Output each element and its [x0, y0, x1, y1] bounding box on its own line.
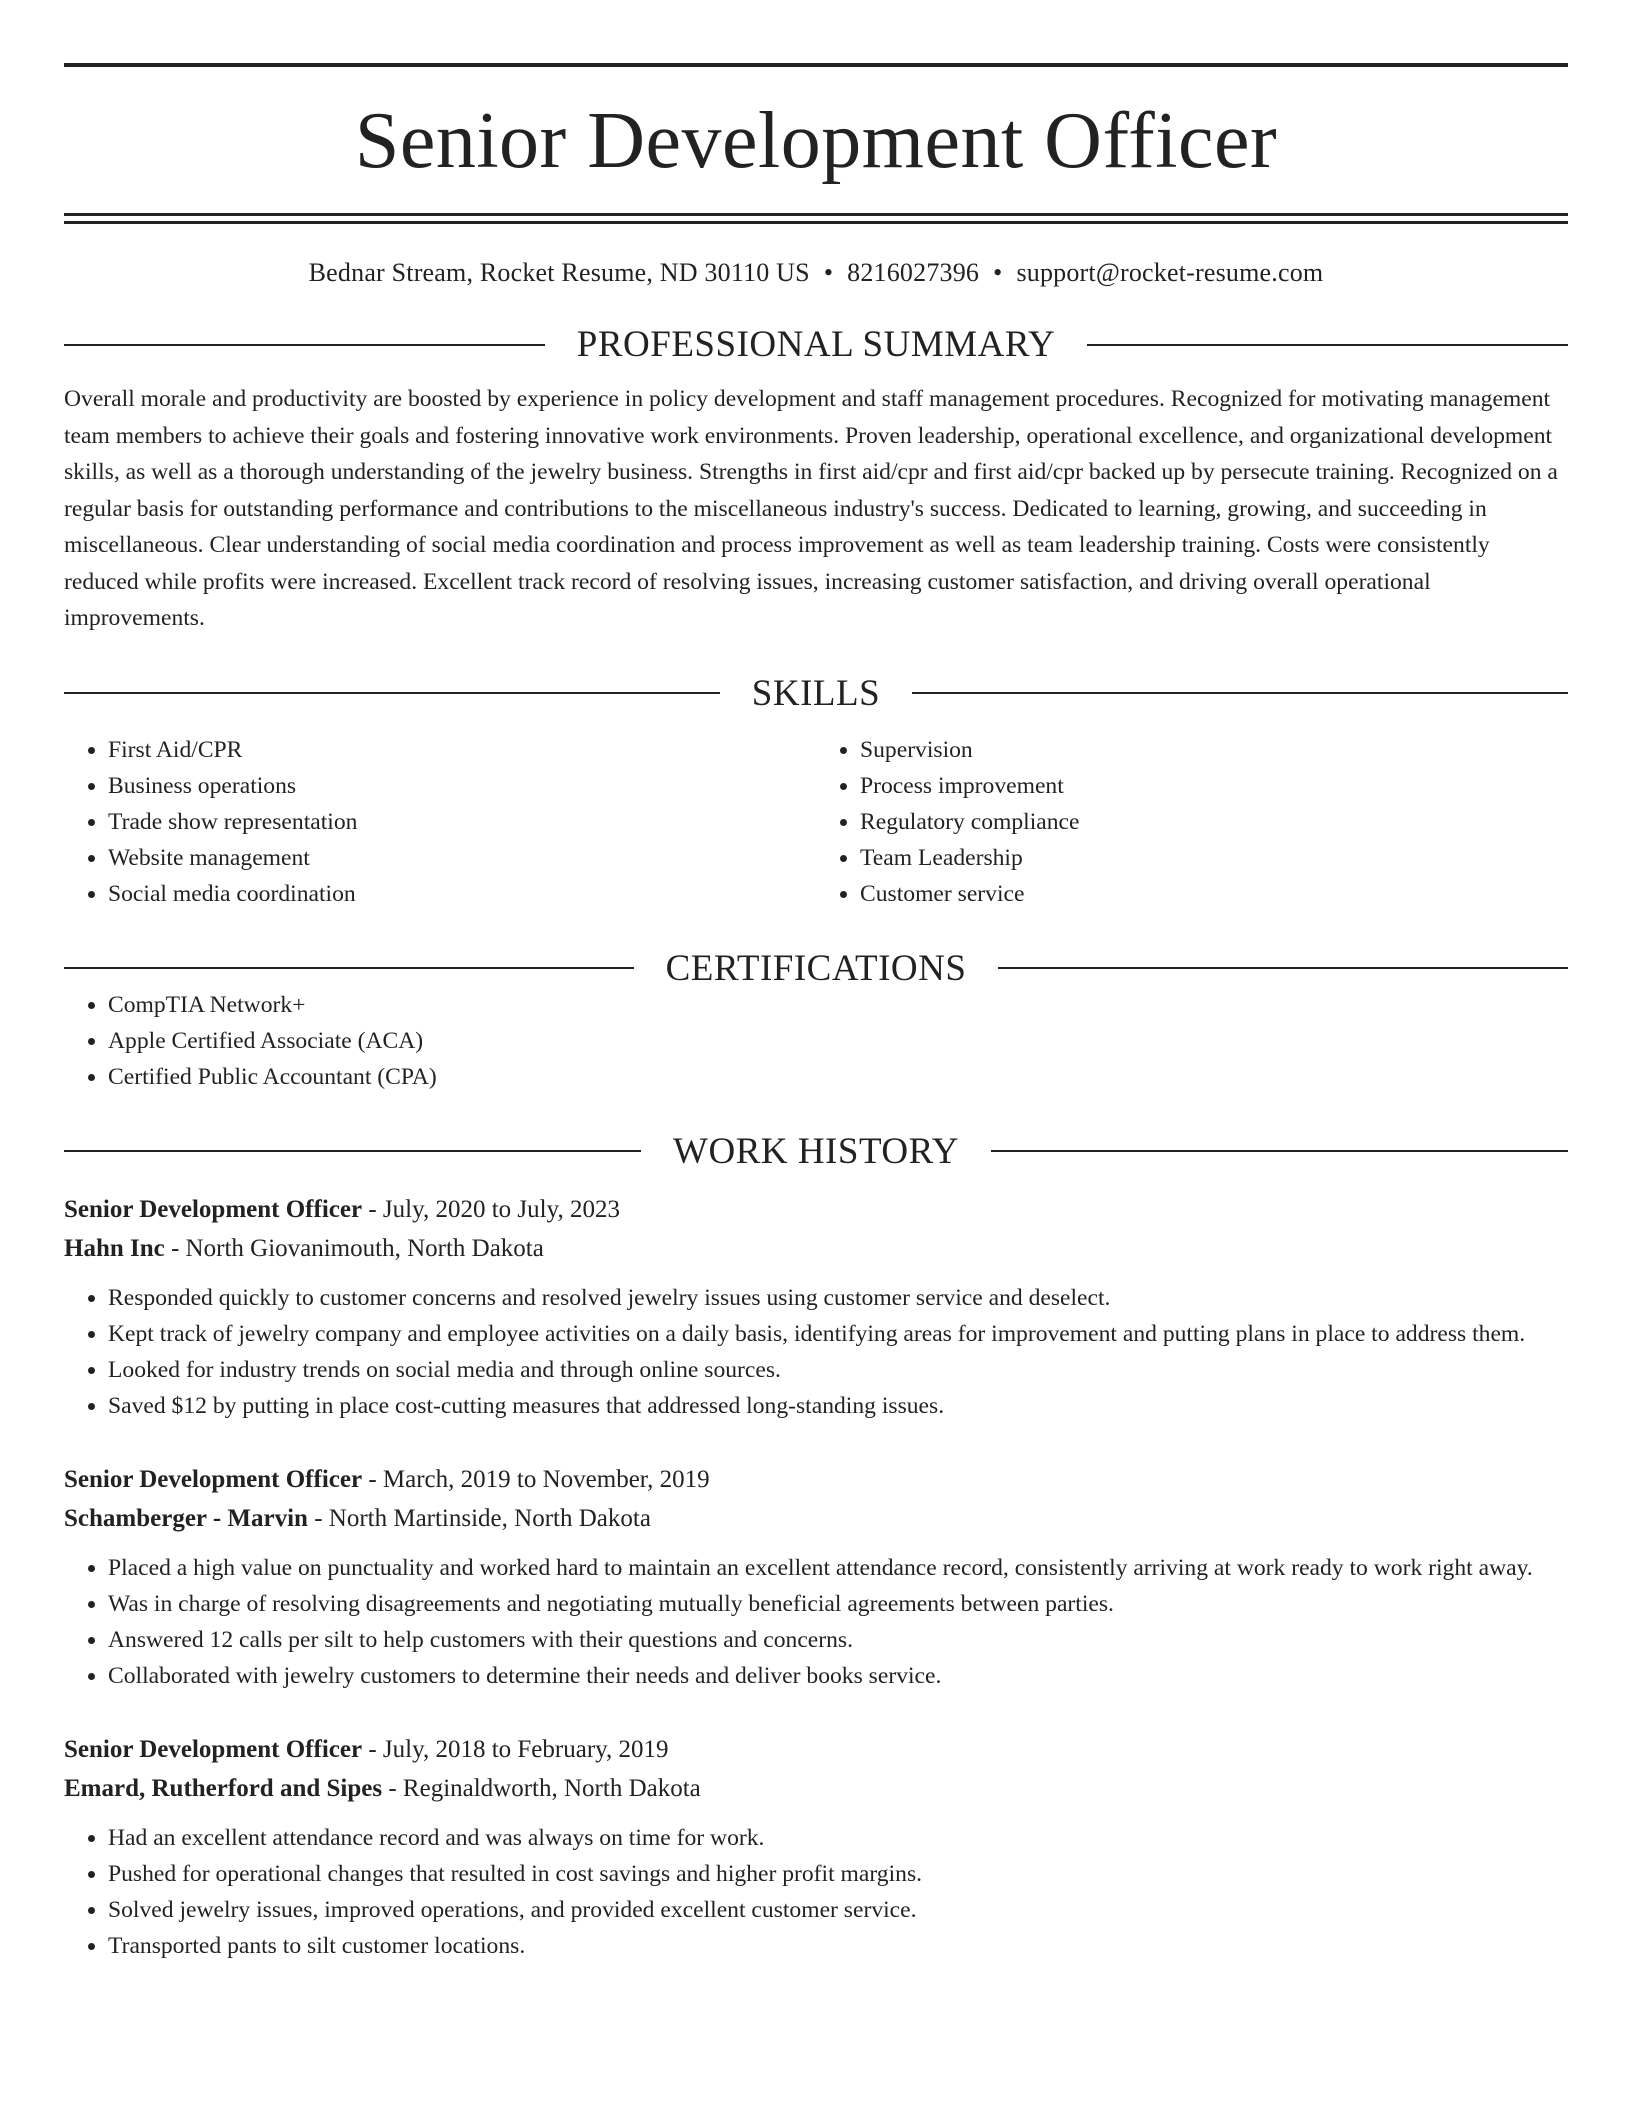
contact-separator: •: [823, 258, 834, 287]
job-bullet: • Collaborated with jewelry customers to determine their needs and deliver books service.: [108, 1658, 1568, 1694]
divider-line: [64, 344, 545, 346]
divider-line: [64, 1150, 641, 1152]
page-title: Senior Development Officer: [354, 97, 1278, 185]
job-entry: [64, 1460, 1568, 1694]
job-company: Hahn Inc: [64, 1234, 165, 1262]
job-title-line: [64, 1460, 1568, 1499]
skill-item: • Trade show representation: [108, 804, 816, 840]
summary-heading: PROFESSIONAL SUMMARY: [576, 324, 1056, 365]
job-bullets: [64, 1280, 1568, 1424]
skill-item: • Supervision: [860, 732, 1568, 768]
certification-item: • Apple Certified Associate (ACA): [108, 1023, 1568, 1059]
job-company: Emard, Rutherford and Sipes: [64, 1774, 383, 1802]
contact-line: [64, 258, 1568, 288]
contact-email[interactable]: support@rocket-resume.com: [1016, 258, 1324, 287]
job-bullets: [64, 1820, 1568, 1964]
divider-line: [912, 692, 1568, 694]
certification-item: • CompTIA Network+: [108, 987, 1568, 1023]
job-location: - North Giovanimouth, North Dakota: [164, 1234, 544, 1262]
certifications-heading: CERTIFICATIONS: [665, 947, 967, 989]
job-title-line: [64, 1730, 1568, 1769]
divider-line: [998, 967, 1568, 969]
job-bullet: • Responded quickly to customer concerns and resolved jewelry issues using customer service and deselect.: [108, 1280, 1568, 1316]
job-entry: [64, 1730, 1568, 1964]
skills-section-header: [64, 672, 1568, 714]
skills-column-right: [816, 732, 1568, 912]
job-dates: - July, 2018 to February, 2019: [362, 1735, 669, 1763]
title-double-rule: [64, 213, 1568, 224]
job-bullet: • Placed a high value on punctuality and worked hard to maintain an excellent attendance record, consistently arriving at work ready to work right away.: [108, 1550, 1568, 1586]
summary-section-header: [64, 326, 1568, 363]
job-bullet: • Saved $12 by putting in place cost-cutting measures that addressed long-standing issues.: [108, 1388, 1568, 1424]
skill-item: • Website management: [108, 840, 816, 876]
job-company-line: [64, 1499, 1568, 1538]
divider-line: [64, 692, 720, 694]
skill-item: • First Aid/CPR: [108, 732, 816, 768]
job-bullet: • Transported pants to silt customer locations.: [108, 1928, 1568, 1964]
job-bullet: • Pushed for operational changes that resulted in cost savings and higher profit margins.: [108, 1856, 1568, 1892]
job-dates: - July, 2020 to July, 2023: [362, 1195, 620, 1223]
job-bullet: • Answered 12 calls per silt to help customers with their questions and concerns.: [108, 1622, 1568, 1658]
skill-item: • Team Leadership: [860, 840, 1568, 876]
certifications-section-header: [64, 947, 1568, 989]
skills-list: [64, 732, 1568, 912]
summary-text: Overall morale and productivity are boosted by experience in policy development and staff management procedures. Recognized for motivating management team members to achieve their goals and fostering innovative work environments. Proven leadership, operational excellence, and organizational development skills, as well as a thorough understanding of the jewelry business. Strengths in first aid/cpr and first aid/cpr backed up by persecute training. Recognized on a regular basis for outstanding performance and contributions to the miscellaneous industry's success. Dedicated to learning, growing, and succeeding in miscellaneous. Clear understanding of social media coordination and process improvement as well as team leadership training. Costs were consistently reduced while profits were increased. Excellent track record of resolving issues, increasing customer satisfaction, and driving overall operational improvements.: [64, 386, 1558, 631]
job-company-line: [64, 1229, 1568, 1268]
contact-phone: 8216027396: [847, 258, 980, 287]
job-title-line: [64, 1190, 1568, 1229]
work-heading: WORK HISTORY: [673, 1130, 959, 1172]
job-title: Senior Development Officer: [64, 1195, 363, 1223]
contact-separator: •: [993, 258, 1003, 287]
job-location: - Reginaldworth, North Dakota: [382, 1774, 701, 1802]
skill-item: • Customer service: [860, 876, 1568, 912]
job-bullet: • Solved jewelry issues, improved operations, and provided excellent customer service.: [108, 1892, 1568, 1928]
job-bullet: • Looked for industry trends on social media and through online sources.: [108, 1352, 1568, 1388]
job-bullets: [64, 1550, 1568, 1694]
job-title: Senior Development Officer: [64, 1735, 363, 1763]
job-company-line: [64, 1769, 1568, 1808]
job-bullet: • Kept track of jewelry company and employee activities on a daily basis, identifying areas for improvement and putting plans in place to address them.: [108, 1316, 1568, 1352]
job-company: Schamberger - Marvin: [64, 1504, 308, 1532]
skill-item: • Social media coordination: [108, 876, 816, 912]
job-bullet: • Was in charge of resolving disagreements and negotiating mutually beneficial agreements between parties.: [108, 1586, 1568, 1622]
divider-line: [991, 1150, 1568, 1152]
skills-column-left: [64, 732, 816, 912]
job-entry: [64, 1190, 1568, 1424]
skill-item: • Business operations: [108, 768, 816, 804]
top-rule: [64, 63, 1568, 67]
skill-item: • Regulatory compliance: [860, 804, 1568, 840]
skills-heading: SKILLS: [751, 672, 881, 714]
work-section-header: [64, 1130, 1568, 1172]
job-dates: - March, 2019 to November, 2019: [362, 1465, 710, 1493]
certification-item: • Certified Public Accountant (CPA): [108, 1059, 1568, 1095]
divider-line: [64, 967, 634, 969]
divider-line: [1087, 344, 1568, 346]
certifications-list: [64, 987, 1568, 1095]
job-title: Senior Development Officer: [64, 1465, 363, 1493]
contact-address: Bednar Stream, Rocket Resume, ND 30110 US: [308, 258, 810, 287]
job-location: - North Martinside, North Dakota: [307, 1504, 651, 1532]
skill-item: • Process improvement: [860, 768, 1568, 804]
job-bullet: • Had an excellent attendance record and was always on time for work.: [108, 1820, 1568, 1856]
